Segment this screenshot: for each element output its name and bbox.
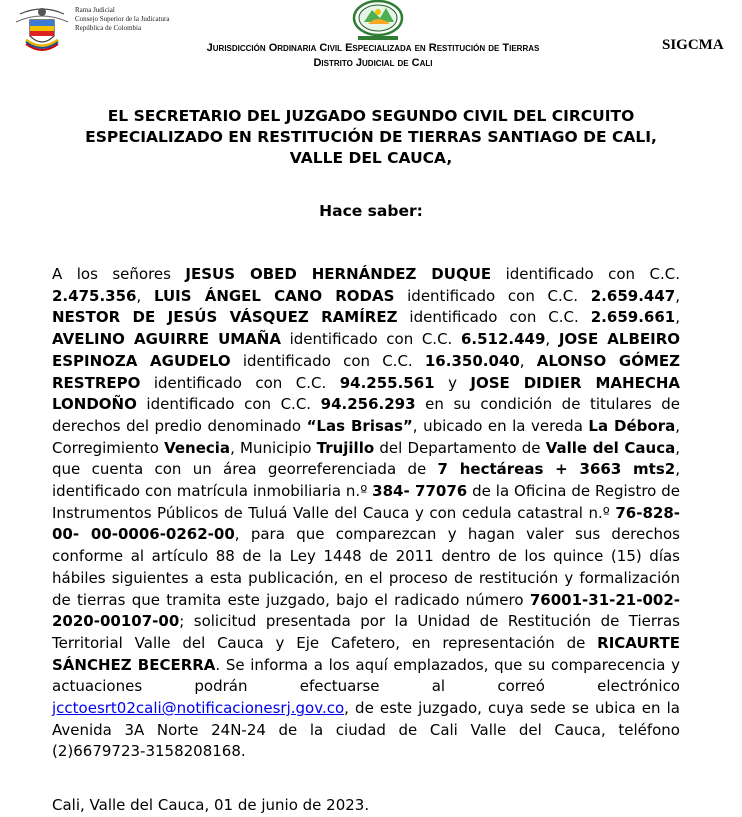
body-text: identificado con C.C. — [136, 395, 321, 414]
subtitle: Hace saber: — [319, 202, 423, 220]
body-text: del Departamento de — [374, 438, 546, 457]
date-line: Cali, Valle del Cauca, 01 de junio de 2023. — [52, 796, 370, 814]
body-text: , — [675, 286, 680, 305]
department-name: Valle del Cauca — [545, 438, 676, 457]
title-line: VALLE DEL CAUCA, — [289, 149, 453, 167]
registration-number: 384- 77076 — [372, 482, 468, 501]
institution-line: Consejo Superior de la Judicatura — [75, 15, 170, 23]
body-text: identificado con C.C. — [280, 330, 461, 349]
district-line: Distrito Judicial de Cali — [313, 57, 433, 69]
email-link[interactable]: jcctoesrt02cali@notificacionesrj.gov.co — [52, 699, 345, 718]
represented-person: RICAURTE SÁNCHEZ BECERRA — [52, 633, 680, 674]
body-text: en su condición de titulares de derechos del predio denominado — [52, 395, 681, 435]
body-text: , ubicado en la vereda — [412, 416, 589, 435]
institution-line: República de Colombia — [75, 24, 142, 32]
document-title — [40, 106, 702, 169]
body-text: A los señores — [52, 265, 186, 283]
id-number: 16.350.040 — [424, 351, 520, 370]
body-text: identificado con C.C. — [394, 286, 591, 305]
person-name: ALONSO GÓMEZ RESTREPO — [52, 351, 680, 392]
id-number: 94.256.293 — [320, 395, 416, 414]
jurisdiction-line: Jurisdicción Ordinaria Civil Especializada en Restitución de Tierras — [206, 42, 540, 54]
body-text: identificado con C.C. — [491, 265, 680, 283]
institution-text — [75, 6, 169, 33]
body-text: y — [434, 373, 471, 392]
body-text: ; solicitud presentada por la Unidad de Restitución de Tierras Territorial Valle del Cauca y Eje Cafetero, en representación de — [52, 612, 680, 652]
person-name: LUIS ÁNGEL CANO RODAS — [153, 286, 395, 305]
person-name: JOSE DIDIER MAHECHA LONDOÑO — [52, 373, 681, 414]
body-text: identificado con C.C. — [397, 308, 591, 327]
id-number: 94.255.561 — [339, 373, 435, 392]
person-name: NESTOR DE JESÚS VÁSQUEZ RAMÍREZ — [52, 308, 398, 327]
institution-line: Rama Judicial — [75, 6, 115, 14]
body-text: . Se informa a los aquí emplazados, que su comparecencia y actuaciones podrán efectuarse al correó electrónico — [52, 655, 680, 696]
document-header — [0, 0, 742, 80]
sigcma-code: SIGCMA — [662, 37, 724, 53]
id-number: 2.659.447 — [590, 286, 676, 305]
person-name: JESUS OBED HERNÁNDEZ DUQUE — [185, 265, 492, 283]
body-text: de la Oficina de Registro de Instrumentos Públicos de Tuluá Valle del Cauca y con cedula catastral n.º — [52, 482, 680, 522]
body-text: , para que comparezcan y hagan valer sus derechos conforme al artículo 88 de la Ley 1448 de 2011 dentro de los quince (15) días hábiles siguientes a esta publicación, en el proceso de restitución y formalización de tierras que tramita este juzgado, bajo el radicado número — [52, 525, 680, 609]
person-name: AVELINO AGUIRRE UMAÑA — [52, 330, 281, 349]
body-text: , — [545, 330, 559, 349]
corregimiento-name: Venecia — [164, 438, 231, 457]
title-line: ESPECIALIZADO EN RESTITUCIÓN DE TIERRAS SANTIAGO DE CALI, — [85, 128, 657, 146]
body-text: identificado con C.C. — [230, 351, 425, 370]
jurisdiction-heading — [160, 41, 586, 71]
body-text: , Municipio — [230, 438, 317, 457]
id-number: 2.659.661 — [590, 308, 676, 327]
restitution-court-seal — [350, 0, 406, 44]
property-name: “Las Brisas” — [306, 416, 413, 435]
title-line: EL SECRETARIO DEL JUZGADO SEGUNDO CIVIL DEL CIRCUITO — [107, 107, 635, 125]
body-text: , que cuenta con un área georreferenciada de — [52, 438, 681, 479]
body-text: , — [519, 351, 537, 370]
municipality-name: Trujillo — [316, 438, 375, 457]
coat-of-arms-logo — [12, 2, 72, 54]
body-text: , — [675, 308, 680, 327]
person-name: JOSE ALBEIRO ESPINOZA AGUDELO — [52, 330, 681, 370]
vereda-name: La Débora — [588, 416, 676, 435]
body-text: , identificado con matrícula inmobiliaria n.º — [52, 460, 680, 501]
body-text: , de este juzgado, cuya sede se ubica en la Avenida 3A Norte 24N-24 de la ciudad de Cali Valle del Cauca, teléfono (2)6679723-3158208168. — [52, 699, 680, 761]
body-text: , — [136, 286, 154, 305]
body-text: , Corregimiento — [52, 416, 680, 457]
body-text: identificado con C.C. — [140, 373, 340, 392]
notice-body — [52, 264, 680, 763]
id-number: 2.475.356 — [52, 286, 137, 305]
case-number: 76001-31-21-002-2020-00107-00 — [52, 590, 680, 631]
id-number: 6.512.449 — [460, 330, 546, 349]
area-value: 7 hectáreas + 3663 mts2 — [437, 460, 676, 479]
cadastral-number: 76-828-00- 00-0006-0262-00 — [52, 503, 680, 544]
